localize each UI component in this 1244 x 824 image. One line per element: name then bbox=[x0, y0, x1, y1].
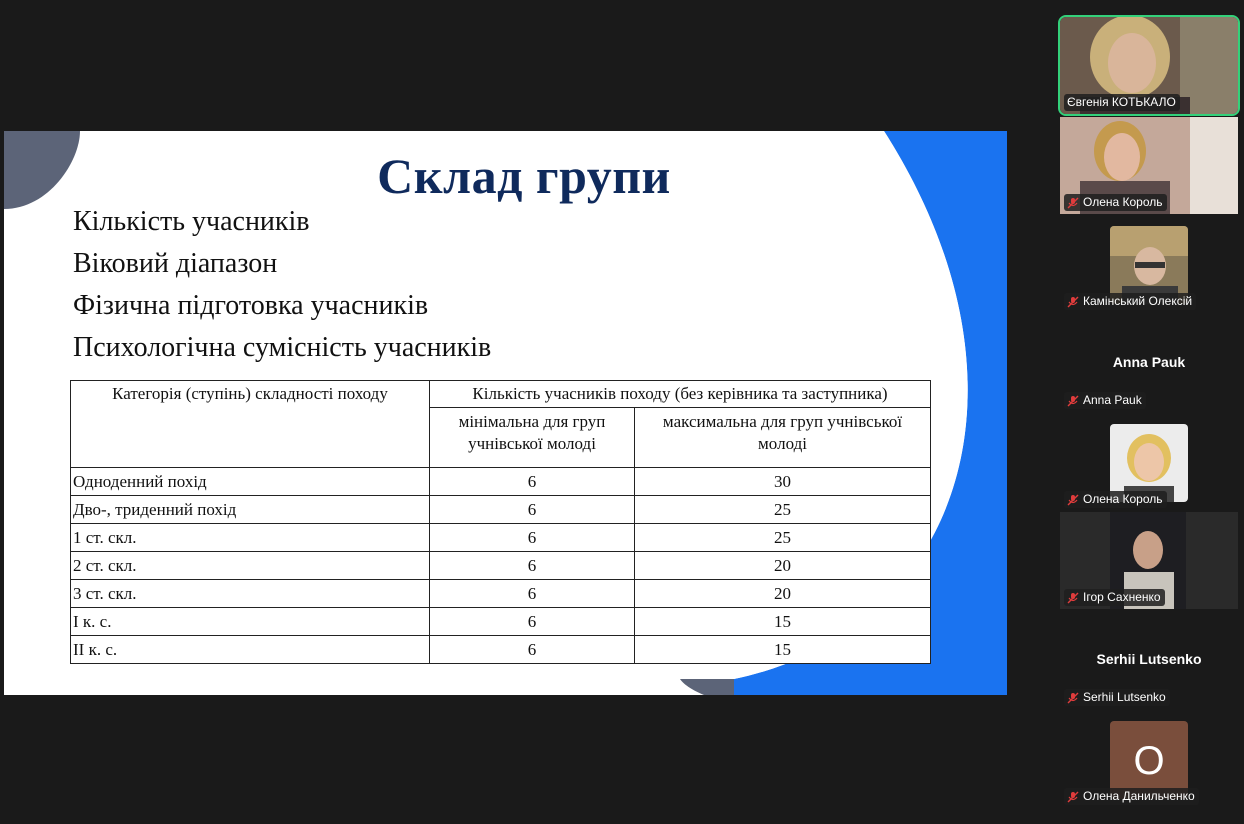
participant-heading: Anna Pauk bbox=[1112, 354, 1186, 370]
mic-muted-icon bbox=[1067, 395, 1079, 407]
bullet-item: Психологічна сумісність учасників bbox=[73, 332, 492, 363]
table-row bbox=[71, 524, 931, 552]
table-row bbox=[71, 468, 931, 496]
cell-category: Дво-, триденний похід bbox=[71, 496, 430, 524]
table-row bbox=[71, 608, 931, 636]
participant-name-tag bbox=[1064, 392, 1146, 409]
participant-name: Євгенія КОТЬКАЛО bbox=[1067, 95, 1176, 109]
bullet-item: Кількість учасників bbox=[73, 206, 310, 237]
table-row bbox=[71, 580, 931, 608]
cell-max: 25 bbox=[635, 524, 931, 552]
participant-name-tag bbox=[1064, 788, 1199, 805]
cell-category: I к. с. bbox=[71, 608, 430, 636]
bullet-item: Віковий діапазон bbox=[73, 248, 278, 279]
mic-muted-icon bbox=[1067, 791, 1079, 803]
cell-category: 2 ст. скл. bbox=[71, 552, 430, 580]
bullet-item: Фізична підготовка учасників bbox=[73, 290, 429, 321]
cell-max: 30 bbox=[635, 468, 931, 496]
table-row bbox=[71, 552, 931, 580]
mic-muted-icon bbox=[1067, 296, 1079, 308]
cell-min: 6 bbox=[430, 580, 635, 608]
mic-muted-icon bbox=[1067, 494, 1079, 506]
mic-muted-icon bbox=[1067, 692, 1079, 704]
cell-category: 3 ст. скл. bbox=[71, 580, 430, 608]
participants-panel bbox=[1022, 0, 1244, 824]
participant-name: Serhii Lutsenko bbox=[1083, 690, 1166, 704]
cell-max: 15 bbox=[635, 636, 931, 664]
participant-tile[interactable] bbox=[1060, 17, 1238, 114]
table-row bbox=[71, 496, 931, 524]
bullet-list bbox=[73, 201, 491, 369]
cell-min: 6 bbox=[430, 608, 635, 636]
participant-name: Олена Данильченко bbox=[1083, 789, 1195, 803]
participant-tile[interactable] bbox=[1060, 117, 1238, 214]
header-quantity: Кількість учасників походу (без керівника та заступника) bbox=[430, 381, 931, 408]
mic-muted-icon bbox=[1067, 592, 1079, 604]
cell-category: Одноденний похід bbox=[71, 468, 430, 496]
table-row bbox=[71, 636, 931, 664]
cell-min: 6 bbox=[430, 552, 635, 580]
participant-name-tag bbox=[1064, 94, 1180, 111]
participant-tile[interactable] bbox=[1060, 512, 1238, 609]
group-size-table bbox=[70, 380, 931, 664]
header-min: мінімальна для груп учнівської молоді bbox=[430, 408, 635, 468]
participant-name: Олена Король bbox=[1083, 195, 1163, 209]
cell-max: 20 bbox=[635, 580, 931, 608]
cell-max: 20 bbox=[635, 552, 931, 580]
participant-name-tag bbox=[1064, 293, 1196, 310]
cell-min: 6 bbox=[430, 468, 635, 496]
participant-avatar-letter: О bbox=[1110, 721, 1188, 799]
mic-muted-icon bbox=[1067, 197, 1079, 209]
cell-min: 6 bbox=[430, 496, 635, 524]
participant-name-tag bbox=[1064, 589, 1165, 606]
participant-heading: Serhii Lutsenko bbox=[1096, 651, 1202, 667]
slide-title: Склад групи bbox=[377, 148, 671, 204]
participant-name: Камінський Олексій bbox=[1083, 294, 1193, 308]
participant-name: Ігор Сахненко bbox=[1083, 590, 1161, 604]
cell-category: 1 ст. скл. bbox=[71, 524, 430, 552]
participant-name-tag bbox=[1064, 689, 1170, 706]
participant-name-tag bbox=[1064, 491, 1167, 508]
participant-name: Олена Король bbox=[1083, 492, 1163, 506]
cell-max: 25 bbox=[635, 496, 931, 524]
presentation-slide bbox=[4, 131, 1007, 695]
cell-min: 6 bbox=[430, 524, 635, 552]
participant-name-tag bbox=[1064, 194, 1167, 211]
cell-min: 6 bbox=[430, 636, 635, 664]
cell-max: 15 bbox=[635, 608, 931, 636]
header-max: максимальна для груп учнівської молоді bbox=[635, 408, 931, 468]
cell-category: II к. с. bbox=[71, 636, 430, 664]
header-category: Категорія (ступінь) складності походу bbox=[71, 381, 430, 468]
participant-name: Anna Pauk bbox=[1083, 393, 1142, 407]
